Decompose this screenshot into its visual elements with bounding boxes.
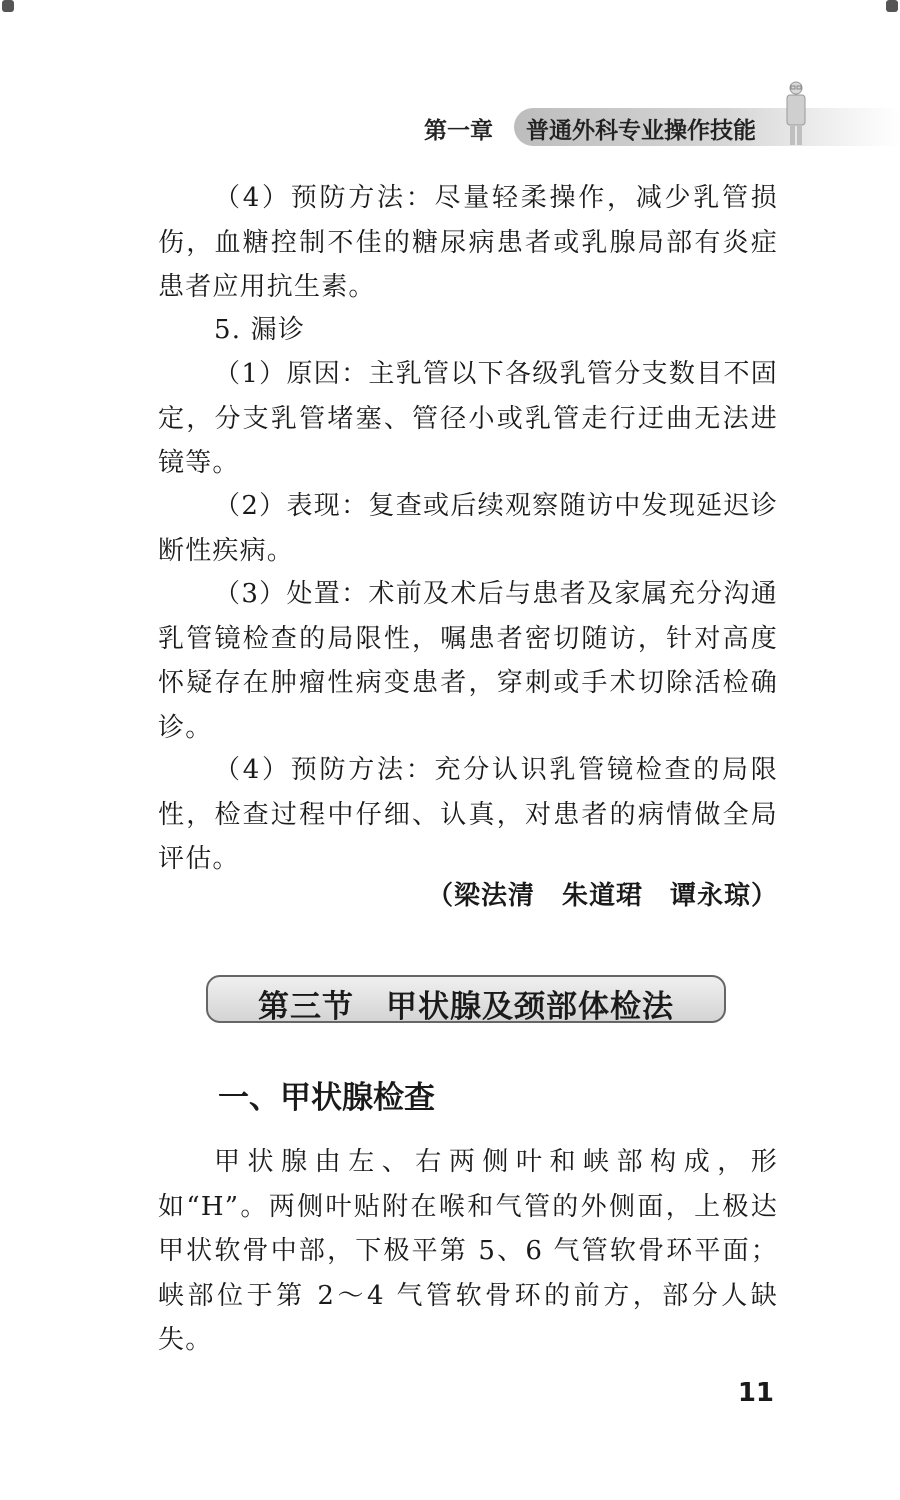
page-number: 11: [737, 1378, 774, 1408]
author-credit: （梁法清 朱道珺 谭永琼）: [426, 881, 778, 911]
paragraph: （4）预防方法：尽量轻柔操作，减少乳管损伤，血糖控制不佳的糖尿病患者或乳腺局部有炎症患者应用抗生素。: [158, 183, 778, 302]
paragraph: （2）表现：复查或后续观察随访中发现延迟诊断性疾病。: [158, 491, 778, 566]
paragraph: 甲状腺由左、右两侧叶和峡部构成，形如“H”。两侧叶贴附在喉和气管的外侧面，上极达甲状软骨中部，下极平第 5、6 气管软骨环平面；峡部位于第 2～4 气管软骨环的前方，部分人缺失。: [158, 1147, 778, 1355]
doctor-figure-icon: [780, 80, 812, 150]
running-header: [0, 108, 900, 148]
chapter-title: 普通外科专业操作技能: [526, 118, 756, 144]
corner-mark-left: [2, 0, 14, 12]
section-title: 第三节 甲状腺及颈部体检法: [258, 989, 674, 1025]
paragraph: （3）处置：术前及术后与患者及家属充分沟通乳管镜检查的局限性，嘱患者密切随访，针对高度怀疑存在肿瘤性病变患者，穿刺或手术切除活检确诊。: [158, 579, 778, 743]
chapter-label: 第一章: [424, 118, 493, 144]
section-title-box: [206, 975, 726, 1023]
paragraph: （1）原因：主乳管以下各级乳管分支数目不固定，分支乳管堵塞、管径小或乳管走行迂曲无法进镜等。: [158, 359, 778, 478]
corner-mark-right: [886, 0, 898, 12]
subsection-heading: 一、甲状腺检查: [218, 1080, 435, 1116]
paragraph: （4）预防方法：充分认识乳管镜检查的局限性，检查过程中仔细、认真，对患者的病情做全局评估。: [158, 755, 778, 874]
item-heading: 5. 漏诊: [214, 315, 306, 345]
